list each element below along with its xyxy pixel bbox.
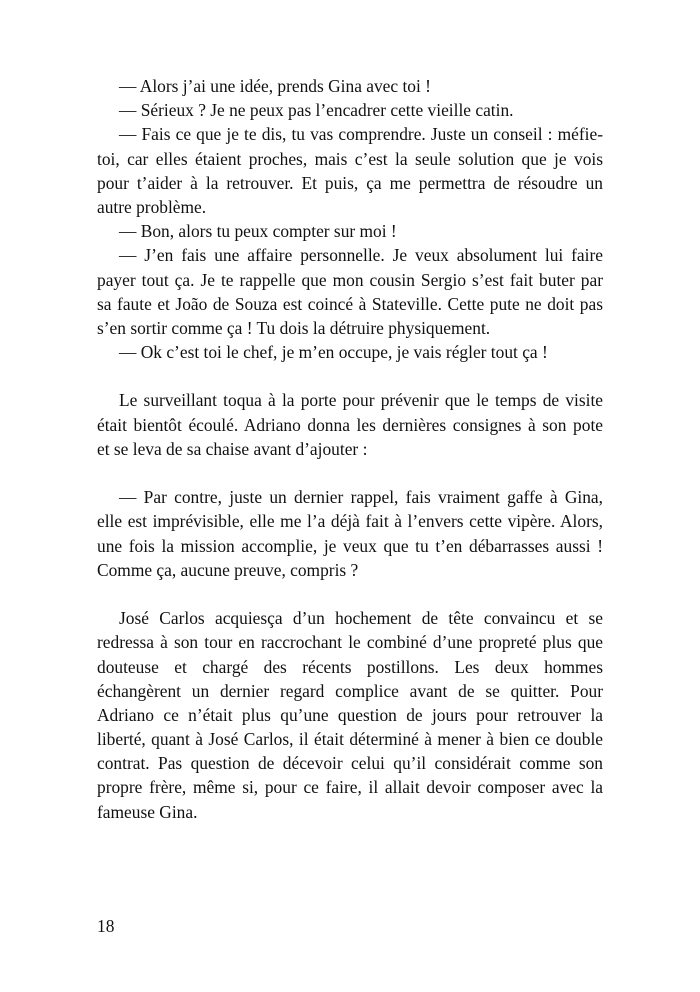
text-line: — Par contre, juste un dernier rappel, fais vraiment gaffe à Gina, (119, 487, 603, 508)
text-line: fameuse Gina. (97, 801, 198, 822)
text-line: — J’en fais une affaire personnelle. Je veux absolument lui faire (119, 245, 603, 266)
text-line: — Ok c’est toi le chef, je m’en occupe, je vais régler tout ça ! (119, 342, 548, 363)
text-line: Le surveillant toqua à la porte pour prévenir que le temps de visite (119, 390, 603, 411)
text-line: sa faute et João de Souza est coincé à Stateville. Cette pute ne doit pas (97, 293, 603, 314)
text-line: pour t’aider à la retrouver. Et puis, ça me permettra de résoudre un (97, 172, 603, 193)
text-line: José Carlos acquiesça d’un hochement de tête convaincu et se (119, 608, 603, 629)
text-line: et se leva de sa chaise avant d’ajouter : (97, 438, 368, 459)
text-line: — Alors j’ai une idée, prends Gina avec toi ! (119, 76, 431, 96)
text-line: Comme ça, aucune preuve, compris ? (97, 559, 359, 580)
page-text (97, 74, 603, 824)
page-number: 18 (97, 916, 115, 936)
text-line: elle est imprévisible, elle me l’a déjà fait à l’envers cette vipère. Alors, (97, 511, 603, 532)
text-line: liberté, quant à José Carlos, il était déterminé à mener à bien ce double (97, 729, 603, 750)
paragraph-gap (97, 461, 603, 485)
text-line: s’en sortir comme ça ! Tu dois la détruire physiquement. (97, 317, 491, 338)
text-line: une fois la mission accomplie, je veux que tu t’en débarrasses aussi ! (97, 535, 603, 556)
text-line: contrat. Pas question de décevoir celui qu’il considérait comme son (97, 753, 603, 774)
text-line: — Fais ce que je te dis, tu vas comprendre. Juste un conseil : méfie- (119, 124, 603, 145)
text-line: redressa à son tour en raccrochant le combiné d’une propreté plus que (97, 632, 603, 653)
text-line: Adriano ce n’était plus qu’une question de jours pour retrouver la (97, 704, 603, 725)
text-line: était bientôt écoulé. Adriano donna les dernières consignes à son pote (97, 414, 603, 435)
text-line: autre problème. (97, 196, 207, 217)
text-line: échangèrent un dernier regard complice avant de se quitter. Pour (97, 680, 603, 701)
text-line: toi, car elles étaient proches, mais c’est la seule solution que je vois (97, 148, 603, 169)
paragraph-gap (97, 364, 603, 388)
text-line: propre frère, même si, pour ce faire, il allait devoir composer avec la (97, 777, 603, 798)
text-line: — Bon, alors tu peux compter sur moi ! (119, 221, 397, 242)
text-line: — Sérieux ? Je ne peux pas l’encadrer cette vieille catin. (119, 100, 514, 121)
text-line: douteuse et chargé des récents postillons. Les deux hommes (97, 656, 603, 677)
text-line: payer tout ça. Je te rappelle que mon cousin Sergio s’est fait buter par (97, 269, 603, 290)
paragraph-gap (97, 582, 603, 606)
